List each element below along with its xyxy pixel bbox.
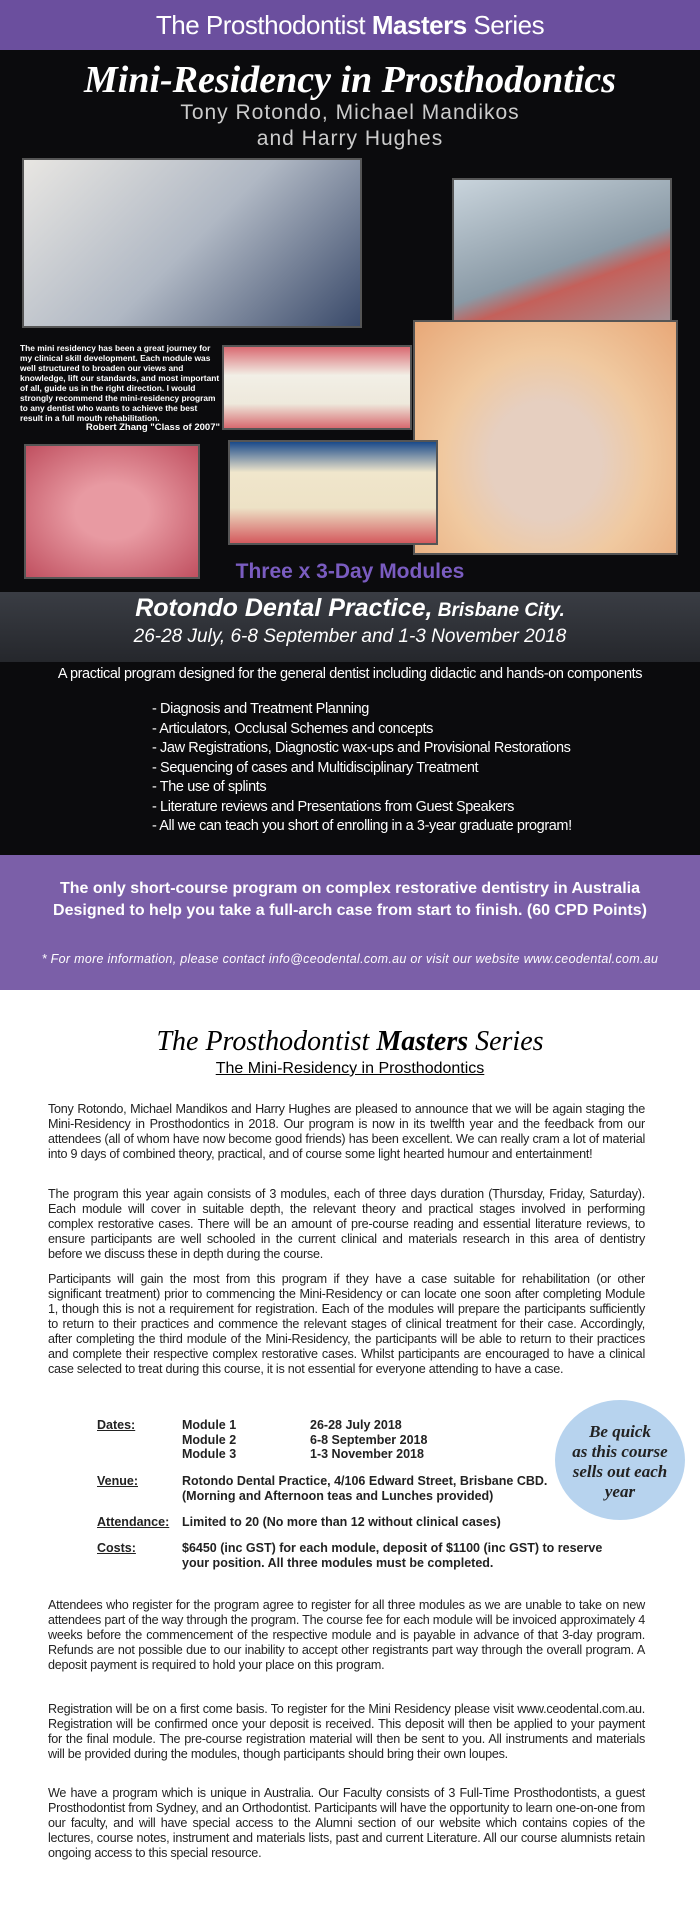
module-names (182, 1418, 236, 1462)
paragraph-intro: Tony Rotondo, Michael Mandikos and Harry Hughes are pleased to announce that we will be again staging the Mini-Residency in Prosthodontics in 2018. Our program is now in its twelfth year and the feedback from our attendees (all of whom have now become good friends) has been excellent. We can really cram a lot of material into 9 days of combined theory, practical, and of course some light hearted humour and entertainment! (48, 1102, 645, 1161)
venue-name: Rotondo Dental Practice, (135, 594, 433, 622)
section-title (0, 1026, 700, 1058)
bubble-text: as this course (572, 1442, 668, 1461)
venue-catering: (Morning and Afternoon teas and Lunches provided) (182, 1488, 494, 1503)
venue-address: Rotondo Dental Practice, 4/106 Edward Street, Brisbane CBD. (182, 1474, 548, 1488)
venue-city: Brisbane City. (432, 600, 565, 621)
module-name: Module 1 (182, 1418, 237, 1432)
testimonial-author: Robert Zhang "Class of 2007" (85, 422, 220, 433)
hero-title: Mini-Residency in Prosthodontics (83, 59, 617, 101)
topic-list (152, 700, 572, 837)
section-subtitle: The Mini-Residency in Prosthodontics (215, 1060, 485, 1077)
module-date: 26-28 July 2018 (310, 1418, 402, 1432)
venue-label: Venue: (97, 1474, 138, 1488)
modules-heading: Three x 3-Day Modules (235, 560, 465, 583)
topic-item: - The use of splints (152, 779, 267, 795)
costs-line: $6450 (inc GST) for each module, deposit of $1100 (inc GST) to reserve (182, 1541, 603, 1555)
practical-intro: A practical program designed for the general dentist including didactic and hands-on components (57, 666, 643, 682)
testimonial-text: The mini residency has been a great journey for my clinical skill development. Each module was well structured to broaden our views and knowledge, lift our standards, and most important of all, guide us in the right direction. I would strongly recommend the mini-residency program to any dentist who wants to achieve the best result in a full mouth rehabilitation. (20, 343, 220, 423)
paragraph-attendees: Attendees who register for the program agree to register for all three modules as we are unable to take on new attendees part of the way through the program. The course fee for each module will be invoiced approximately 4 weeks before the commencement of the respective module and is payable in advance of that 3-day program. Refunds are not possible due to our inability to accept other registrants part way through the overall program. A deposit payment is required to hold your place on this program. (48, 1598, 645, 1672)
venue-dates: 26-28 July, 6-8 September and 1-3 November 2018 (133, 626, 567, 647)
promo-line1: The only short-course program on complex restorative dentistry in Australia (60, 880, 640, 897)
promo-line2: Designed to help you take a full-arch case from start to finish. (60 CPD Points) (53, 902, 647, 919)
section-title-text: The Prosthodontist (156, 1026, 377, 1057)
paragraph-participants: Participants will gain the most from this program if they have a case suitable for rehabilitation (or other significant treatment) prior to commencing the Mini-Residency or can locate one soon after completing Module 1, though this is not a requirement for registration. Each of the modules will prepare the participants sufficiently to return to their practices and commence the relevant stages of clinical treatment for their case. Accordingly, after completing the third module of the Mini-Residency, the participants will be able to return to their practices and complete their respective complex restorative cases. Whilst participants are encouraged to have a clinical case selected to treat during this course, it is not essential for everyone attending to have a case. (48, 1272, 645, 1376)
module-dates (310, 1418, 427, 1462)
topic-item: - All we can teach you short of enrolling in a 3-year graduate program! (152, 818, 572, 834)
costs-label: Costs: (97, 1541, 136, 1555)
bubble-text: Be quick (589, 1422, 651, 1441)
module-name: Module 3 (182, 1447, 237, 1461)
module-name: Module 2 (182, 1432, 237, 1447)
authors-line2: and Harry Hughes (256, 127, 444, 150)
implants-photo (24, 444, 200, 579)
series-text-end: Series (466, 10, 545, 40)
series-bold: Masters (371, 10, 467, 40)
testimonial (20, 343, 220, 433)
promo-band (0, 855, 700, 990)
teeth-smile-photo (222, 345, 412, 430)
sells-out-bubble (555, 1400, 685, 1520)
topic-item: - Literature reviews and Presentations from Guest Speakers (152, 798, 515, 815)
costs-value (182, 1541, 602, 1570)
attendance-value: Limited to 20 (No more than 12 without clinical cases) (182, 1515, 501, 1529)
series-text: The Prosthodontist (155, 10, 372, 40)
paragraph-faculty: We have a program which is unique in Australia. Our Faculty consists of 3 Full-Time Prosthodontists, a guest Prosthodontist from Sydney, and an Orthodontist. Participants will have the opportunity to learn one-on-one from our faculty, and will have special access to the Alumni section of our website which contains copies of the lectures, course notes, instrument and materials lists, past and current Literature. All our course alumnists retain ongoing access to this special resource. (48, 1786, 645, 1860)
paragraph-registration: Registration will be on a first come basis. To register for the Mini Residency please visit www.ceodental.com.au. Registration will be confirmed once your deposit is received. This deposit will then be applied to your payment for the final module. The pre-course registration material will then be sent to you. All instruments and materials will be provided during the modules, though participants should bring their own loupes. (48, 1702, 645, 1761)
paragraph-program: The program this year again consists of 3 modules, each of three days duration (Thursday, Friday, Saturday). Each module will cover in suitable depth, the relevant theory and practical stages involved in performing complex restorative cases. There will be an amount of pre-course reading and essential literature reviews, to ensure participants are well schooled in the current clinical and materials research in this area of dentistry before we discuss these in depth during the course. (48, 1187, 645, 1261)
bubble-text: year (604, 1482, 636, 1501)
bubble-text: sells out each (572, 1462, 668, 1481)
classroom-photo (22, 158, 362, 328)
costs-line: your position. All three modules must be completed. (182, 1555, 494, 1570)
venue-heading (0, 594, 700, 623)
module-date: 6-8 September 2018 (310, 1432, 428, 1447)
authors-line1: Tony Rotondo, Michael Mandikos (180, 101, 520, 124)
topic-item: - Diagnosis and Treatment Planning (152, 701, 369, 717)
attendance-label: Attendance: (97, 1515, 170, 1529)
series-banner (0, 0, 700, 50)
dates-label: Dates: (97, 1418, 136, 1432)
crowns-photo (228, 440, 438, 545)
section-title-end: Series (468, 1026, 544, 1057)
topic-item: - Sequencing of cases and Multidisciplinary Treatment (152, 759, 479, 776)
topic-item: - Articulators, Occlusal Schemes and concepts (152, 720, 433, 737)
module-date: 1-3 November 2018 (310, 1447, 424, 1461)
topic-item: - Jaw Registrations, Diagnostic wax-ups and Provisional Restorations (152, 740, 571, 756)
denture-photo (413, 320, 678, 555)
contact-line: * For more information, please contact info@ceodental.com.au or visit our website www.ceodental.com.au (41, 952, 659, 966)
venue-details (182, 1474, 547, 1503)
section-title-bold: Masters (376, 1026, 469, 1057)
